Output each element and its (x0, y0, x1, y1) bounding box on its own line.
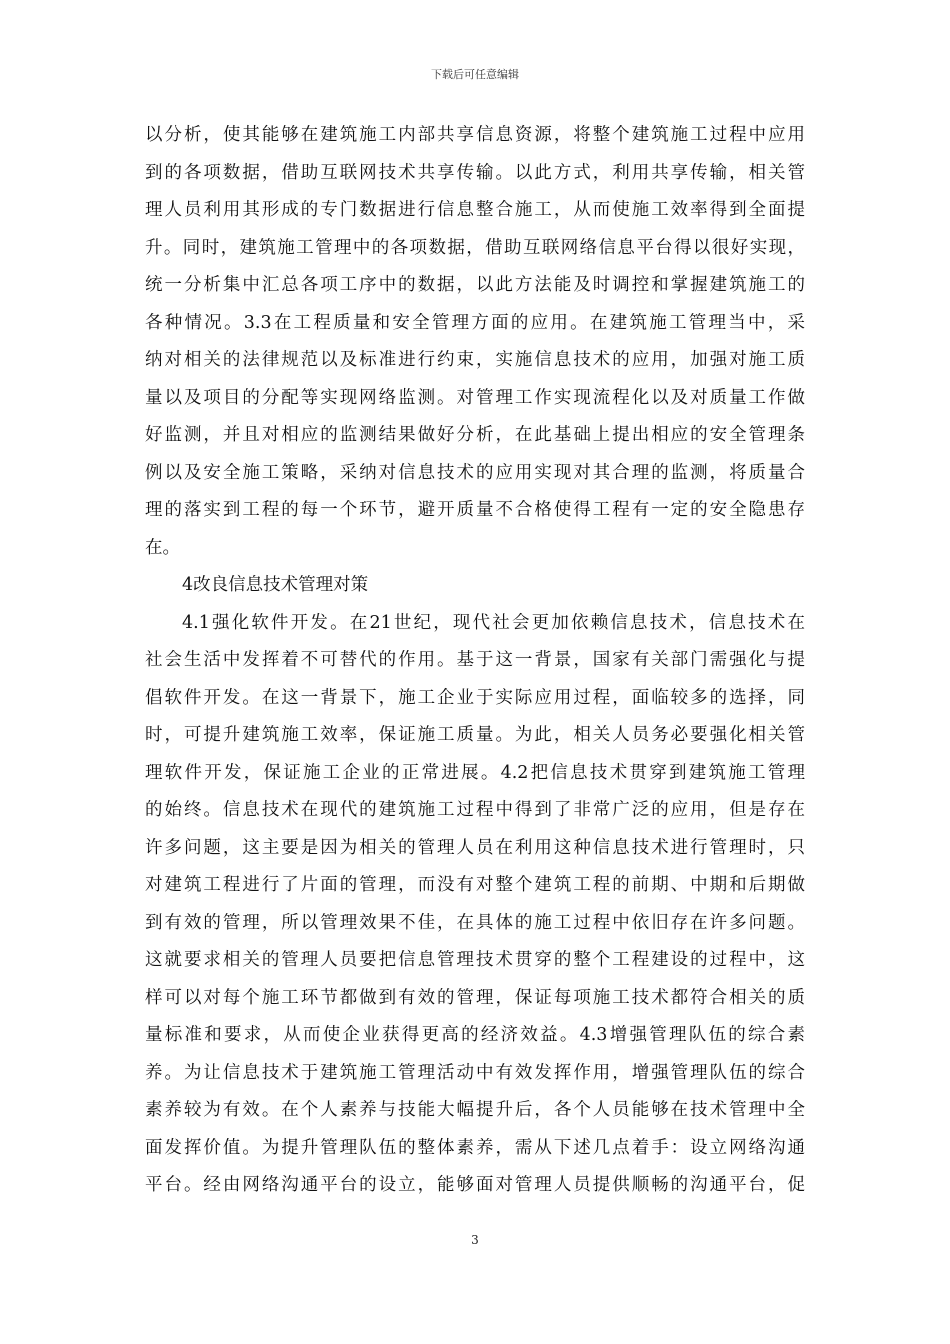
body-line: 4.1强化软件开发。在21世纪，现代社会更加依赖信息技术，信息技术在 (182, 612, 805, 633)
body-line: 量标准和要求，从而使企业获得更高的经济效益。4.3增强管理队伍的综合素 (145, 1025, 805, 1045)
body-line: 好监测，并且对相应的监测结果做好分析，在此基础上提出相应的安全管理条 (145, 425, 805, 445)
body-line: 这就要求相关的管理人员要把信息管理技术贯穿的整个工程建设的过程中，这 (145, 950, 805, 970)
body-line: 平台。经由网络沟通平台的设立，能够面对管理人员提供顺畅的沟通平台，促 (145, 1175, 805, 1195)
section-heading: 4改良信息技术管理对策 (182, 575, 369, 595)
body-line: 的始终。信息技术在现代的建筑施工过程中得到了非常广泛的应用，但是存在 (145, 800, 805, 820)
body-line: 各种情况。3.3在工程质量和安全管理方面的应用。在建筑施工管理当中，采 (145, 312, 805, 333)
body-line: 理人员利用其形成的专门数据进行信息整合施工，从而使施工效率得到全面提 (145, 200, 805, 220)
body-line: 养。为让信息技术于建筑施工管理活动中有效发挥作用，增强管理队伍的综合 (145, 1062, 805, 1083)
body-line: 以分析，使其能够在建筑施工内部共享信息资源，将整个建筑施工过程中应用 (145, 125, 805, 145)
page-header: 下载后可任意编辑 (431, 68, 519, 81)
body-line: 理的落实到工程的每一个环节，避开质量不合格使得工程有一定的安全隐患存 (145, 500, 805, 520)
body-line: 量以及项目的分配等实现网络监测。对管理工作实现流程化以及对质量工作做 (145, 387, 805, 408)
body-line: 在。 (145, 537, 180, 558)
body-line: 时，可提升建筑施工效率，保证施工质量。为此，相关人员务必要强化相关管 (145, 725, 805, 745)
body-line: 素养较为有效。在个人素养与技能大幅提升后，各个人员能够在技术管理中全 (145, 1100, 805, 1120)
body-line: 面发挥价值。为提升管理队伍的整体素养，需从下述几点着手：设立网络沟通 (145, 1137, 805, 1158)
body-line: 对建筑工程进行了片面的管理，而没有对整个建筑工程的前期、中期和后期做 (145, 875, 805, 895)
body-line: 倡软件开发。在这一背景下，施工企业于实际应用过程，面临较多的选择，同 (145, 687, 805, 708)
body-line: 理软件开发，保证施工企业的正常进展。4.2把信息技术贯穿到建筑施工管理 (145, 762, 805, 783)
body-line: 到的各项数据，借助互联网技术共享传输。以此方式，利用共享传输，相关管 (145, 162, 805, 183)
body-line: 到有效的管理，所以管理效果不佳，在具体的施工过程中依旧存在许多问题。 (145, 912, 805, 933)
body-line: 纳对相关的法律规范以及标准进行约束，实施信息技术的应用，加强对施工质 (145, 350, 805, 370)
page-number: 3 (471, 1233, 479, 1247)
body-line: 社会生活中发挥着不可替代的作用。基于这一背景，国家有关部门需强化与提 (145, 650, 805, 670)
body-line: 统一分析集中汇总各项工序中的数据，以此方法能及时调控和掌握建筑施工的 (145, 275, 805, 295)
body-line: 样可以对每个施工环节都做到有效的管理，保证每项施工技术都符合相关的质 (145, 987, 805, 1008)
body-line: 升。同时，建筑施工管理中的各项数据，借助互联网络信息平台得以很好实现， (145, 237, 805, 258)
body-text (145, 117, 805, 1205)
body-line: 例以及安全施工策略，采纳对信息技术的应用实现对其合理的监测，将质量合 (145, 462, 805, 483)
body-line: 许多问题，这主要是因为相关的管理人员在利用这种信息技术进行管理时，只 (145, 837, 805, 858)
